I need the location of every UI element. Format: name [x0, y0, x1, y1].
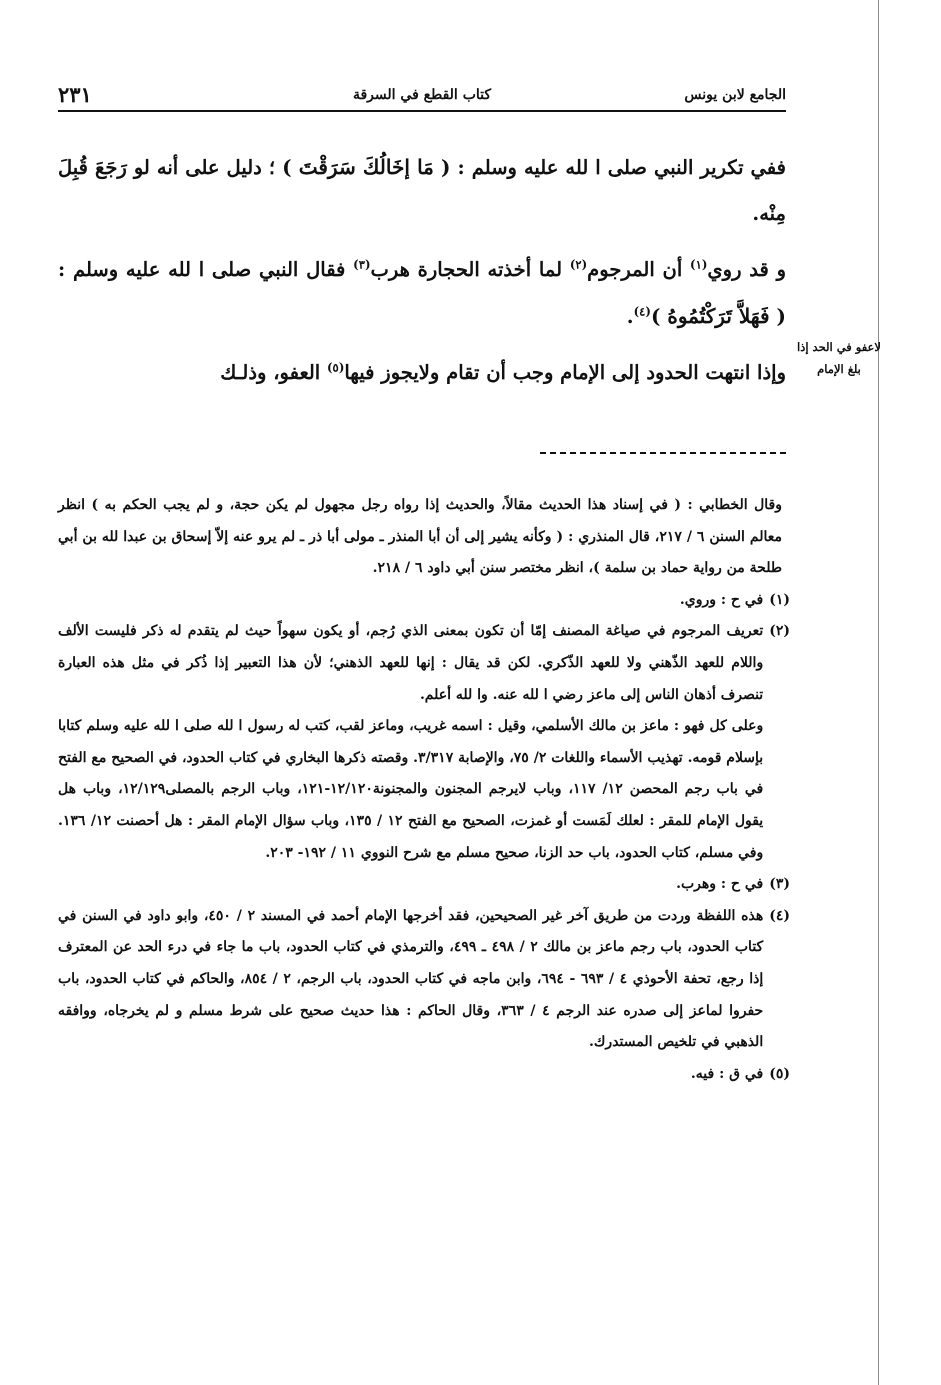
footnote-ref-5[interactable]: (٥)	[327, 360, 345, 375]
main-text	[58, 144, 786, 396]
footnote-number: (٤)	[769, 907, 790, 924]
footnote-text: في ح : وروي.	[679, 591, 764, 608]
footnote-text: في ق : فيه.	[690, 1065, 764, 1082]
scan-edge-line	[878, 0, 879, 1385]
footnote-number: (٣)	[769, 876, 790, 893]
hadith-quote-2: ( فَهَلاَّ تَرَكْتُمُوهُ )	[650, 304, 786, 328]
footnote-3	[58, 869, 790, 901]
margin-note-line2: بلغ الإمام	[817, 362, 861, 376]
footnote-text: هذه اللفظة وردت من طريق آخر غير الصحيحين، فقد أخرجها الإمام أحمد في المسند ٢ / ٤٥٠، وابو داود في السنن في كتاب الحدود، باب رجم ماعز بن مالك ٢ / ٤٩٨ ـ ٤٩٩، والترمذي في كتاب الحدود، باب ما جاء في درء الحد عن المعترف إذا رجع، تحفة الأحوذي ٤ / ٦٩٣ - ٦٩٤، وابن ماجه في كتاب الحدود، باب الرجم، ٢ / ٨٥٤، والحاكم في كتاب الحدود، باب حفروا لماعز إلى صدره عند الرجم ٤ / ٣٦٣، وقال الحاكم : هذا حديث صحيح على شرط مسلم و لم يخرجاه، ووافقه الذهبي في تلخيص المستدرك.	[58, 907, 764, 1051]
margin-note-line1: لاعفو في الحد إذا	[797, 340, 881, 354]
continued-footnote: وقال الخطابي : ( في إسناد هذا الحديث مقالاً، والحديث إذا رواه رجل مجهول لم يكن حجة، و لم يجب الحكم به ) انظر معالم السنن ٦ / ٢١٧، قال المنذري : ( وكأنه يشير إلى أن أبا المنذر ـ مولى أبا ذر ـ لم يرو عنه إلاّ إسحاق بن عبدا لله بن أبي طلحة من رواية حماد بن سلمة )، انظر مختصر سنن أبي داود ٦ / ٢١٨.	[58, 497, 782, 577]
footnote-number: (٥)	[769, 1065, 790, 1082]
header-rule	[58, 110, 786, 112]
footnote-2	[58, 616, 790, 869]
main-paragraph-1: ففي تكرير النبي صلى ا لله عليه وسلم : ( مَا إخَالُكَ سَرَقْتَ ) ؛ دليل على أنه لو رَجَعَ قُبِلَ مِنْه.	[58, 155, 786, 225]
footnote-ref-1[interactable]: (١)	[690, 257, 708, 272]
margin-note	[795, 336, 883, 380]
footnote-number: (١)	[769, 591, 790, 608]
footnote-ref-3[interactable]: (٣)	[353, 257, 371, 272]
footnote-1	[58, 585, 790, 617]
hadith-quote-1: ( مَا إخَالُكَ سَرَقْتَ )	[282, 155, 451, 179]
footnote-ref-2[interactable]: (٢)	[569, 257, 588, 272]
main-paragraph-2: و قد روي$^{(١)}$ أن المرجوم$^{(٢)}$ لما أخذته الحجارة هرب$^{(٣)}$ فقال النبي صلى ا لله عليه وسلم : ( فَهَلاَّ تَرَكْتُمُوهُ )$^{(٤)}$.	[58, 257, 786, 328]
footnote-5	[58, 1059, 790, 1091]
footnote-ref-4[interactable]: (٤)	[633, 304, 651, 319]
running-header	[58, 84, 786, 108]
footnotes	[58, 490, 790, 1090]
book-title: الجامع لابن يونس	[684, 87, 786, 103]
footnote-separator	[540, 452, 786, 454]
page-number: ٢٣١	[58, 82, 92, 107]
footnote-text: في ح : وهرب.	[676, 876, 764, 893]
footnote-number: (٢)	[769, 623, 790, 640]
footnote-4	[58, 901, 790, 1059]
main-paragraph-3: وإذا انتهت الحدود إلى الإمام وجب أن تقام ولايجوز فيها$^{(٥)}$ العفو، وذلـك	[220, 360, 786, 384]
chapter-title: كتاب القطع في السرقة	[352, 87, 492, 103]
footnote-text: وعلى كل فهو : ماعز بن مالك الأسلمي، وقيل : اسمه غريب، وماعز لقب، كتب له رسول ا لله صلى ا لله عليه وسلم كتابا بإسلام قومه. تهذيب الأسماء واللغات ٢/ ٧٥، والإصابة ٣/٣١٧. وقصته ذكرها البخاري في كتاب الحدود، في الصحيح مع الفتح في باب رجم المحصن ١٢/ ١١٧، وباب لايرجم المجنون والمجنونة١٢/١٢٠-١٢١، وباب الرجم بالمصلى١٢/١٢٩، وباب هل يقول الإمام للمقر : لعلك لَمَست أو غمزت، الصحيح مع الفتح ١٢ / ١٣٥، وباب سؤال الإمام المقر : هل أحصنت ١٢/ ١٣٦. وفي مسلم، كتاب الحدود، باب حد الزنا، صحيح مسلم مع شرح النووي ١١ / ١٩٢- ٢٠٣.	[58, 718, 764, 861]
footnote-text: تعريف المرجوم في صياغة المصنف إمّا أن تكون بمعنى الذي رُجم، أو يكون سهواً حيث لم يتقدم له ذكر فليست الألف واللام للعهد الذّهني ولا للعهد الذّكري. لكن قد يقال : إنها للعهد الذهني؛ لأن هذا التعبير إذا ذُكر في مثل هذه العبارة تنصرف أذهان الناس إلى ماعز رضي ا لله عنه. وا لله أعلم.	[58, 623, 764, 703]
